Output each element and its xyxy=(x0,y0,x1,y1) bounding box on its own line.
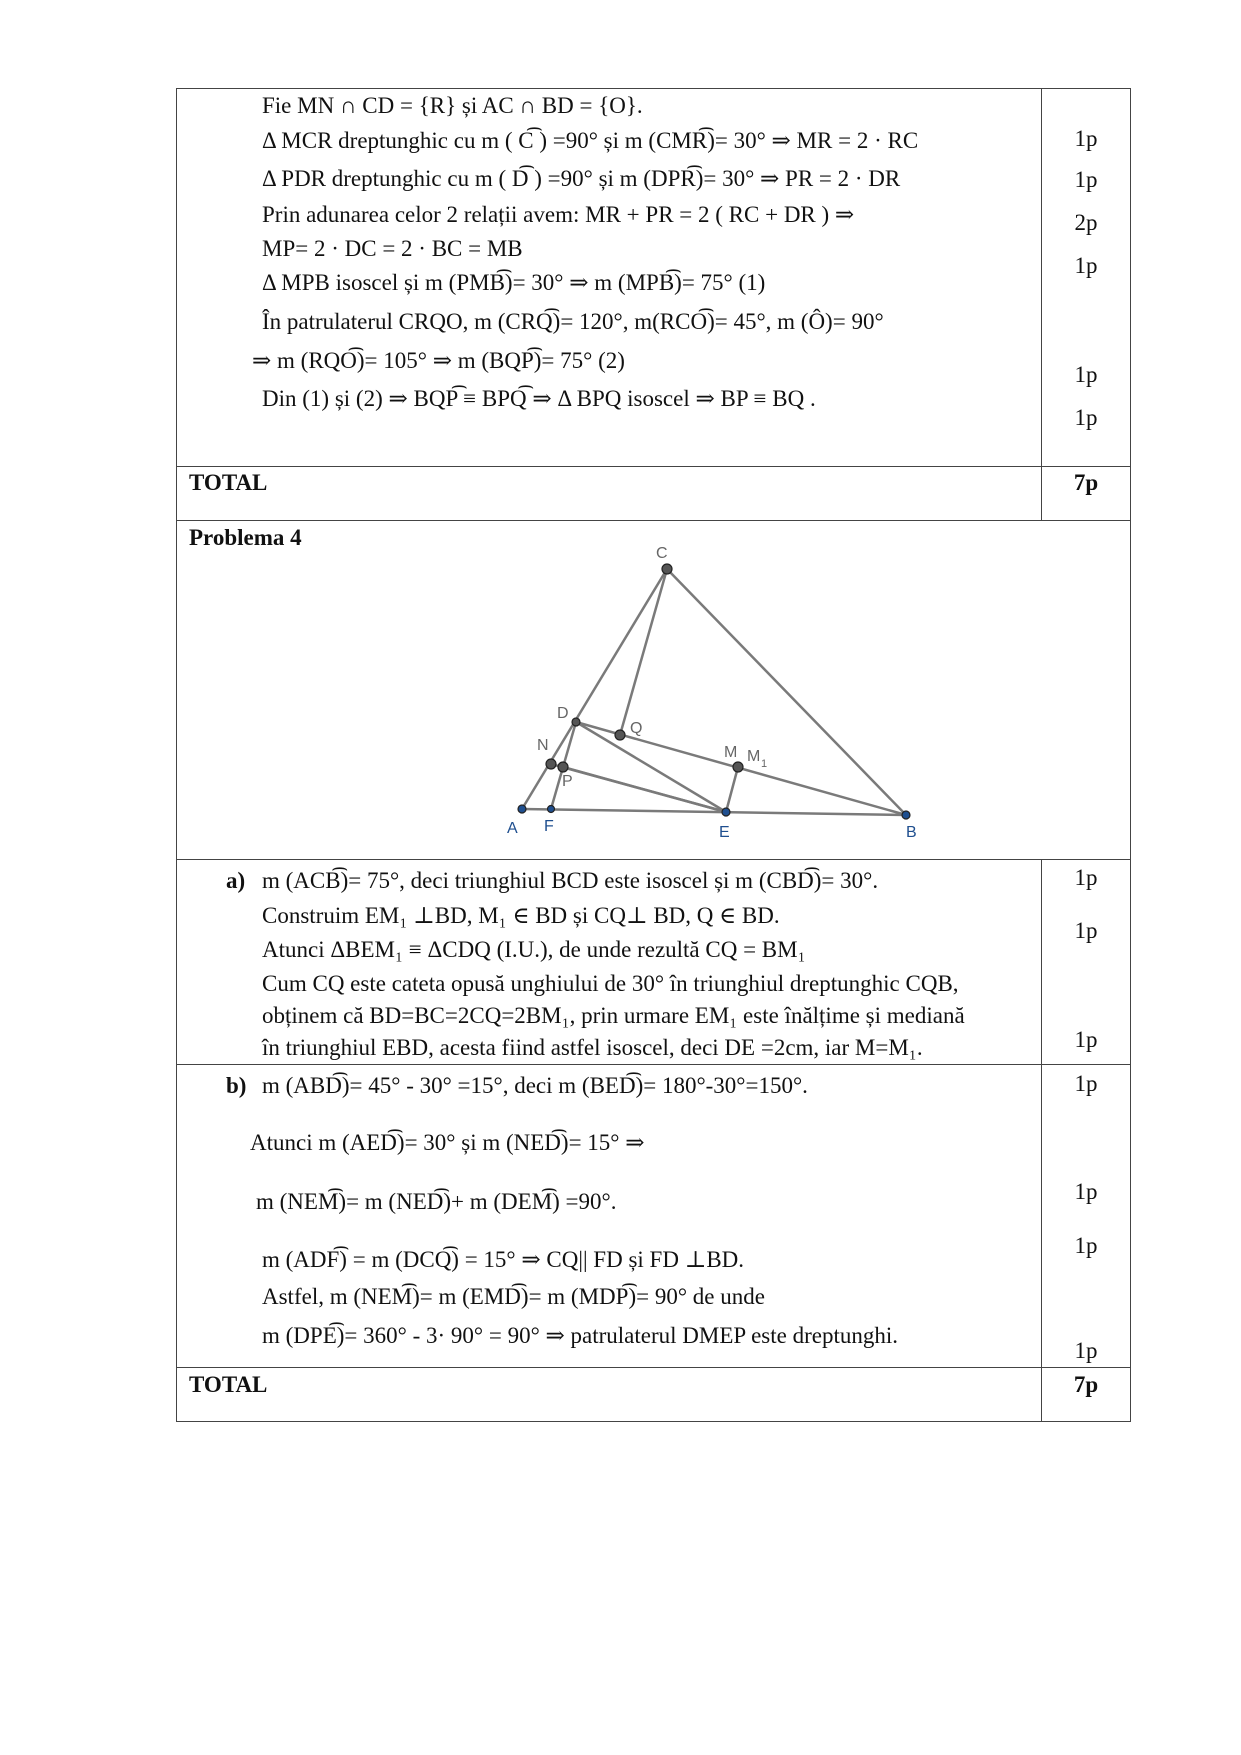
label-M1-subscript: 1 xyxy=(761,758,768,770)
point-A-dot xyxy=(518,805,526,813)
p3-line-3: Δ PDR dreptunghic cu m ( D͡ ) =90° și m (DPR͡)= 30° ⇒ PR = 2 · DR xyxy=(262,166,901,191)
point-E-dot xyxy=(722,808,730,816)
label-P: P xyxy=(562,773,573,790)
row-divider-total-2 xyxy=(176,1367,1131,1368)
p3-line-2: Δ MCR dreptunghic cu m ( C͡ ) =90° și m (CMR͡)= 30° ⇒ MR = 2 · RC xyxy=(262,128,919,153)
pa-line-3: Atunci ΔBEM₁ ≡ ΔCDQ (I.U.), de unde rezultă CQ = BM₁ xyxy=(262,937,806,962)
label-E: E xyxy=(719,824,730,841)
total-points-2: 7p xyxy=(1073,1372,1099,1397)
total-points-1: 7p xyxy=(1073,470,1099,495)
pb-line-1: m (ABD͡)= 45° - 30° =15°, deci m (BED͡)= 180°-30°=150°. xyxy=(262,1073,808,1098)
pb-points-3: 1p xyxy=(1074,1233,1098,1258)
points-column-divider-bottom xyxy=(1041,859,1042,1422)
label-A: A xyxy=(507,820,518,837)
total-label-2: TOTAL xyxy=(189,1372,268,1397)
segment-AC xyxy=(522,569,667,809)
pa-points-1: 1p xyxy=(1074,865,1098,890)
pa-line-5: obținem că BD=BC=2CQ=2BM₁, prin urmare EM₁ este înălțime și mediană xyxy=(262,1003,965,1028)
geometry-figure xyxy=(0,0,1241,860)
label-B: B xyxy=(906,824,917,841)
p3-points-1: 1p xyxy=(1074,126,1098,151)
point-P-dot xyxy=(558,762,568,772)
pa-line-1: m (ACB͡)= 75°, deci triunghiul BCD este isoscel și m (CBD͡)= 30°. xyxy=(262,868,879,893)
point-N-dot xyxy=(546,759,556,769)
segment-EM xyxy=(726,767,738,812)
point-C-dot xyxy=(662,564,672,574)
pb-points-2: 1p xyxy=(1074,1179,1098,1204)
p3-line-9: Din (1) și (2) ⇒ BQP͡ ≡ BPQ͡ ⇒ Δ BPQ isoscel ⇒ BP ≡ BQ . xyxy=(262,386,816,411)
p3-points-6: 1p xyxy=(1074,405,1098,430)
pa-points-2: 1p xyxy=(1074,918,1098,943)
point-D-dot xyxy=(572,718,580,726)
part-a-label: a) xyxy=(226,868,246,893)
p3-line-5: MP= 2 · DC = 2 · BC = MB xyxy=(262,236,523,261)
pb-points-4: 1p xyxy=(1074,1338,1098,1363)
point-Q-dot xyxy=(615,730,625,740)
pa-line-2: Construim EM₁ ⊥BD, M₁ ∈ BD și CQ⊥ BD, Q ∈ BD. xyxy=(262,903,780,928)
point-M-dot xyxy=(733,762,743,772)
p3-line-6: Δ MPB isoscel și m (PMB͡)= 30° ⇒ m (MPB͡)= 75° (1) xyxy=(262,270,766,295)
pb-line-3: m (NEM͡)= m (NED͡)+ m (DEM͡) =90°. xyxy=(256,1189,617,1214)
p3-line-8: ⇒ m (RQO͡)= 105° ⇒ m (BQP͡)= 75° (2) xyxy=(252,348,625,373)
point-F-dot xyxy=(548,806,555,813)
table-bottom-border xyxy=(176,1421,1131,1422)
p3-points-3: 2p xyxy=(1074,210,1098,235)
pb-line-5: Astfel, m (NEM͡)= m (EMD͡)= m (MDP͡)= 90° de unde xyxy=(262,1284,765,1309)
part-b-label: b) xyxy=(226,1073,247,1098)
segment-DE xyxy=(576,722,726,812)
p3-line-1: Fie MN ∩ CD = {R} și AC ∩ BD = {O}. xyxy=(262,93,643,118)
problem4-title: Problema 4 xyxy=(189,525,302,550)
label-M: M xyxy=(724,744,738,761)
row-divider-part-b xyxy=(176,1064,1131,1065)
point-B-dot xyxy=(902,811,910,819)
pa-points-3: 1p xyxy=(1074,1027,1098,1052)
p3-line-7: În patrulaterul CRQO, m (CRQ͡)= 120°, m(RCO͡)= 45°, m (Ô)= 90° xyxy=(262,309,884,334)
pa-line-6: în triunghiul EBD, acesta fiind astfel isoscel, deci DE =2cm, iar M=M₁. xyxy=(262,1035,923,1060)
label-C: C xyxy=(656,545,668,562)
label-D: D xyxy=(557,705,569,722)
segment-PE xyxy=(563,767,726,812)
pb-points-1: 1p xyxy=(1074,1071,1098,1096)
p3-points-2: 1p xyxy=(1074,167,1098,192)
pa-line-4: Cum CQ este cateta opusă unghiului de 30° în triunghiul dreptunghic CQB, xyxy=(262,971,959,996)
pb-line-6: m (DPE͡)= 360° - 3· 90° = 90° ⇒ patrulaterul DMEP este dreptunghi. xyxy=(262,1323,898,1348)
label-Q: Q xyxy=(630,720,643,737)
p3-points-4: 1p xyxy=(1074,253,1098,278)
p3-points-5: 1p xyxy=(1074,362,1098,387)
segment-BC xyxy=(667,569,906,815)
pb-line-4: m (ADF͡) = m (DCQ͡) = 15° ⇒ CQ|| FD și FD ⊥BD. xyxy=(262,1247,745,1272)
segment-CQ xyxy=(620,569,667,735)
pb-line-2: Atunci m (AED͡)= 30° și m (NED͡)= 15° ⇒ xyxy=(250,1130,645,1155)
label-N: N xyxy=(537,737,549,754)
label-F: F xyxy=(544,818,554,835)
label-M1: M xyxy=(747,748,761,765)
total-label-1: TOTAL xyxy=(189,470,268,495)
p3-line-4: Prin adunarea celor 2 relații avem: MR + PR = 2 ( RC + DR ) ⇒ xyxy=(262,202,855,227)
